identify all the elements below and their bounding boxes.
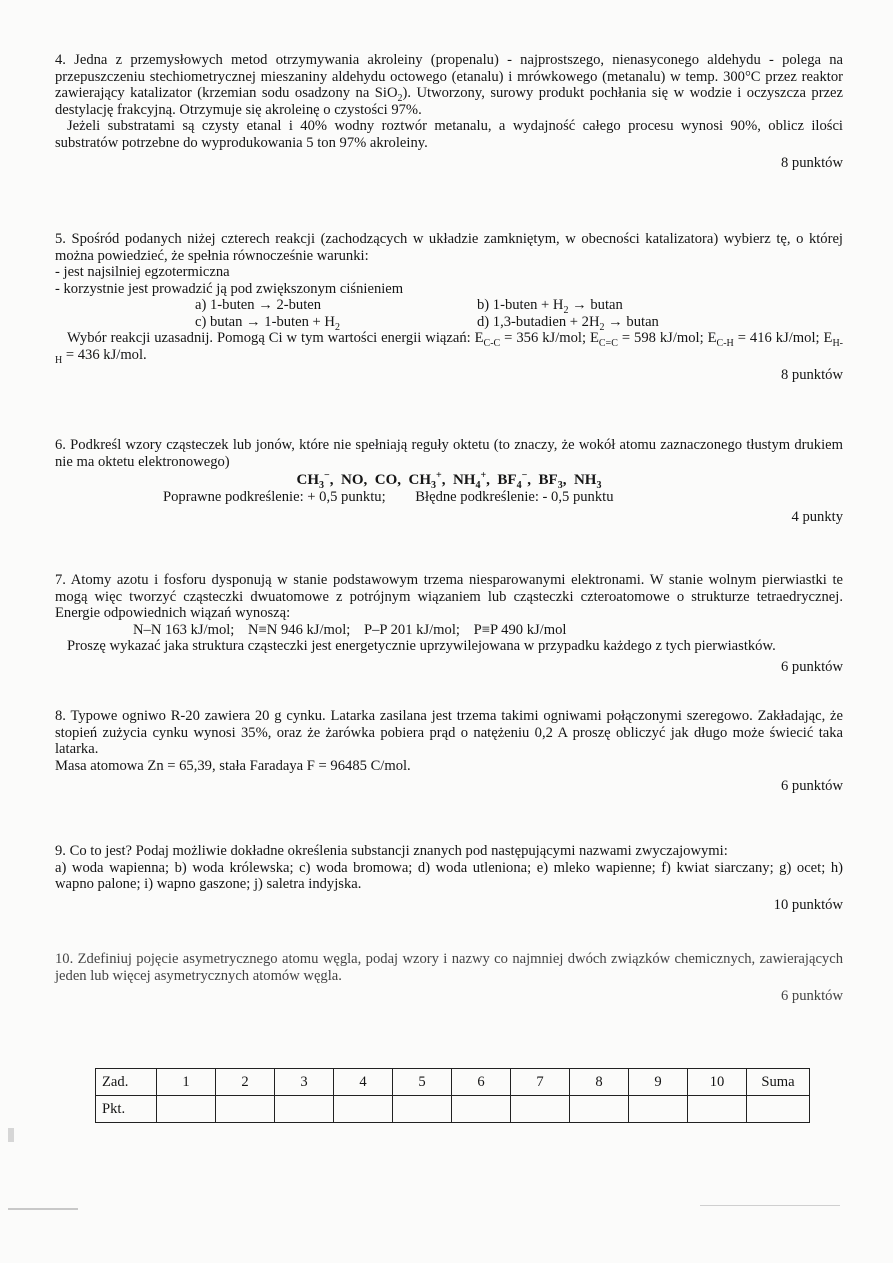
bond-energies	[133, 622, 843, 639]
task-7-intro: 7. Atomy azotu i fosforu dysponują w stanie podstawowym trzema niesparowanymi elektronami. W stanie wolnym pierwiastki te mogą więc tworzyć cząsteczki dwuatomowe z potrójnym wiązaniem lub cząsteczki czteroatomowe o strukturze tetraedrycznej. Energie odpowiednich wiązań wynoszą:	[55, 572, 843, 621]
reaction-options	[195, 297, 843, 333]
task-9-items: a) woda wapienna; b) woda królewska; c) woda bromowa; d) woda utleniona; e) mleko wapienne; f) kwiat siarczany; g) ocet; h) wapno palone; i) wapno gaszone; j) saletra indyjska.	[55, 859, 843, 892]
task-6	[55, 437, 843, 526]
task-9	[55, 843, 843, 913]
score-points-cell[interactable]	[511, 1096, 570, 1123]
task-9-points: 10 punktów	[773, 896, 843, 913]
score-points-row	[96, 1096, 810, 1123]
score-header-cell: 2	[216, 1069, 275, 1096]
score-table	[95, 1068, 810, 1123]
task-8-data: Masa atomowa Zn = 65,39, stała Faradaya F = 96485 C/mol.	[55, 757, 411, 774]
task-7-question: Proszę wykazać jaka struktura cząsteczki jest energetycznie uprzywilejowana w przypadku każdego z tych pierwiastków.	[67, 638, 776, 654]
score-points-cell[interactable]	[393, 1096, 452, 1123]
score-header-cell: 1	[157, 1069, 216, 1096]
score-header-cell: 7	[511, 1069, 570, 1096]
scan-line	[700, 1205, 840, 1206]
task-4-points: 8 punktów	[780, 155, 843, 171]
score-points-cell[interactable]	[570, 1096, 629, 1123]
reaction-option-a: a) 1-buten → 2-buten	[195, 297, 322, 313]
task-8-points: 6 punktów	[780, 778, 843, 794]
correct-underline-score: Poprawne podkreślenie: + 0,5 punktu;	[163, 488, 386, 505]
energy-p-p: P–P 201 kJ/mol;	[363, 621, 460, 638]
task-7-points: 6 punktów	[780, 658, 843, 675]
score-sum-header: Suma	[747, 1069, 810, 1096]
energy-p-triple-p: P≡P 490 kJ/mol	[473, 621, 567, 638]
task-8-text: 8. Typowe ogniwo R-20 zawiera 20 g cynku. Latarka zasilana jest trzema takimi ogniwami połączonymi szeregowo. Zakładając, że stopień zużycia cynku wynosi 35%, oraz że żarówka pobiera prąd o natężeniu 0,2 A proszę obliczyć jak długo może świecić taka latarka.	[55, 708, 843, 757]
score-points-cell[interactable]	[157, 1096, 216, 1123]
task-4-question: Jeżeli substratami są czysty etanal i 40% wodny roztwór metanalu, a wydajność całego procesu wynosi 90%, oblicz ilości substratów potrzebne do wyprodukowania 5 ton 97% akroleiny.	[55, 118, 843, 151]
task-6-points: 4 punkty	[791, 509, 843, 525]
task-6-intro: 6. Podkreśl wzory cząsteczek lub jonów, które nie spełniają reguły oktetu (to znaczy, że wokół atomu zaznaczonego tłustym drukiem nie ma oktetu elektronowego)	[55, 437, 843, 470]
score-header-cell: 6	[452, 1069, 511, 1096]
task-8	[55, 708, 843, 795]
task-10	[55, 951, 843, 1005]
score-points-cell[interactable]	[688, 1096, 747, 1123]
task-5-condition-1: - jest najsilniej egzotermiczna	[55, 264, 230, 280]
task-4	[55, 52, 843, 172]
task-9-intro: 9. Co to jest? Podaj możliwie dokładne określenia substancji znanych pod następującymi nazwami zwyczajowymi:	[55, 843, 728, 859]
task-10-points: 6 punktów	[780, 988, 843, 1004]
energy-n-n: N–N 163 kJ/mol;	[133, 621, 235, 638]
score-points-cell[interactable]	[334, 1096, 393, 1123]
score-header-cell: 8	[570, 1069, 629, 1096]
score-points-label: Pkt.	[96, 1096, 157, 1123]
score-points-cell[interactable]	[452, 1096, 511, 1123]
task-5-condition-2: - korzystnie jest prowadzić ją pod zwiększonym ciśnieniem	[55, 280, 404, 297]
score-points-cell[interactable]	[275, 1096, 334, 1123]
score-header-cell: 5	[393, 1069, 452, 1096]
scan-mark	[8, 1128, 14, 1142]
reaction-option-c: c) butan → 1-buten + $H_2$	[195, 313, 340, 333]
wrong-underline-score: Błędne podkreślenie: - 0,5 punktu	[415, 488, 614, 505]
energy-n-triple-n: N≡N 946 kJ/mol;	[248, 621, 351, 638]
task-6-scoring	[163, 489, 843, 506]
score-header-cell: 9	[629, 1069, 688, 1096]
task-10-text: 10. Zdefiniuj pojęcie asymetrycznego atomu węgla, podaj wzory i nazwy co najmniej dwóch związków chemicznych, zawierających jeden lub więcej asymetrycznych atomów węgla.	[55, 951, 843, 984]
score-header-cell: 4	[334, 1069, 393, 1096]
task-4-text: 4. Jedna z przemysłowych metod otrzymywania akroleiny (propenalu) - najprostszego, nienasyconego aldehydu - polega na przepuszczeniu stechiometrycznej mieszaniny aldehydu octowego (etanalu) i mrówkowego (metanalu) w temp. 300°C przez reaktor zawierający katalizator (krzemian sodu osadzony na SiO$_2$). Utworzony, surowy produkt pochłania się w wodzie i oczyszcza przez destylację frakcyjną. Otrzymuje się akroleinę o czystości 97%.	[55, 52, 843, 118]
score-points-cell[interactable]	[216, 1096, 275, 1123]
reaction-option-d: d) 1,3-butadien + $2H_2 \to butan$	[477, 313, 659, 333]
task-6-formulas: $CH_3^-$, NO, CO, $CH_3^+$, $NH_4^+$, $BF_4^-$, $BF_3$, $NH_3$	[296, 470, 602, 491]
task-5-points: 8 punktów	[780, 367, 843, 383]
task-5-intro: 5. Spośród podanych niżej czterech reakcji (zachodzących w układzie zamkniętym, w obecności katalizatora) wybierz tę, o której można powiedzieć, że spełnia równocześnie warunki:	[55, 231, 843, 264]
score-header-label: Zad.	[96, 1069, 157, 1096]
scan-line	[8, 1208, 78, 1210]
task-5-hint: Wybór reakcji uzasadnij. Pomogą Ci w tym wartości energii wiązań: $E_{C-C} = 356$ kJ/mol; $E_{C=C} = 598$ kJ/mol; $E_{C-H} = 416$ kJ/mol; $E_{H-H} = 436$ kJ/mol.	[55, 330, 844, 366]
task-5	[55, 231, 843, 384]
reaction-option-b: b) 1-buten + $H_2 \to butan$	[477, 297, 623, 316]
score-header-row	[96, 1069, 810, 1096]
score-points-sum[interactable]	[747, 1096, 810, 1123]
score-header-cell: 10	[688, 1069, 747, 1096]
score-header-cell: 3	[275, 1069, 334, 1096]
task-7	[55, 572, 843, 675]
score-points-cell[interactable]	[629, 1096, 688, 1123]
